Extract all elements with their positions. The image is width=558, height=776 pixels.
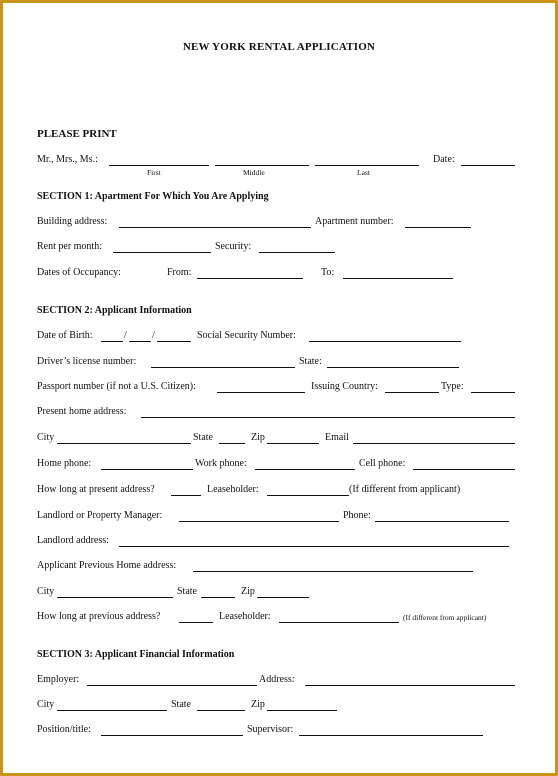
form-title: NEW YORK RENTAL APPLICATION bbox=[182, 41, 376, 53]
last-name-field[interactable] bbox=[315, 154, 419, 166]
section1-heading: SECTION 1: Apartment For Which You Are Applying bbox=[37, 191, 269, 202]
middle-name-field[interactable] bbox=[215, 154, 309, 166]
leaseholder2-field[interactable] bbox=[279, 611, 399, 623]
employer-state-label: State bbox=[171, 699, 191, 710]
security-label: Security: bbox=[215, 241, 252, 252]
previous-address-field[interactable] bbox=[193, 560, 473, 572]
first-name-field[interactable] bbox=[109, 154, 209, 166]
license-field[interactable] bbox=[151, 356, 295, 368]
previous-state-label: State bbox=[177, 586, 197, 597]
employer-state-field[interactable] bbox=[197, 699, 245, 711]
first-sublabel: First bbox=[147, 168, 161, 177]
if-different-note: (If different from applicant) bbox=[349, 484, 461, 495]
date-field[interactable] bbox=[461, 154, 515, 166]
section3-heading: SECTION 3: Applicant Financial Information bbox=[37, 649, 235, 660]
employer-field[interactable] bbox=[87, 674, 257, 686]
email-label: Email bbox=[325, 432, 349, 443]
employer-zip-label: Zip bbox=[251, 699, 265, 710]
how-long-present-label: How long at present address? bbox=[37, 484, 155, 495]
employer-city-label: City bbox=[37, 699, 55, 710]
landlord-phone-label: Phone: bbox=[343, 510, 371, 521]
present-address-label: Present home address: bbox=[37, 406, 127, 417]
landlord-address-label: Landlord address: bbox=[37, 535, 109, 546]
to-label: To: bbox=[321, 267, 335, 278]
employer-address-label: Address: bbox=[259, 674, 295, 685]
cell-phone-field[interactable] bbox=[413, 458, 515, 470]
work-phone-label: Work phone: bbox=[195, 458, 247, 469]
apartment-number-label: Apartment number: bbox=[315, 216, 394, 227]
previous-zip-label: Zip bbox=[241, 586, 255, 597]
application-page bbox=[3, 3, 555, 773]
previous-state-field[interactable] bbox=[201, 586, 235, 598]
date-label: Date: bbox=[433, 154, 455, 165]
email-field[interactable] bbox=[353, 432, 515, 444]
previous-zip-field[interactable] bbox=[257, 586, 309, 598]
leaseholder-label: Leaseholder: bbox=[207, 484, 259, 495]
from-label: From: bbox=[167, 267, 192, 278]
how-long-previous-field[interactable] bbox=[179, 611, 213, 623]
employer-zip-field[interactable] bbox=[267, 699, 337, 711]
work-phone-field[interactable] bbox=[255, 458, 355, 470]
landlord-address-field[interactable] bbox=[119, 535, 509, 547]
name-label: Mr., Mrs., Ms.: bbox=[37, 154, 98, 165]
supervisor-label: Supervisor: bbox=[247, 724, 294, 735]
if-different-note-2: (If different from applicant) bbox=[403, 613, 487, 622]
position-label: Position/title: bbox=[37, 724, 91, 735]
issuing-country-label: Issuing Country: bbox=[311, 381, 378, 392]
type-label: Type: bbox=[441, 381, 464, 392]
license-state-label: State: bbox=[299, 356, 322, 367]
city-field[interactable] bbox=[57, 432, 191, 444]
passport-field[interactable] bbox=[217, 381, 305, 393]
type-field[interactable] bbox=[471, 381, 515, 393]
present-address-field[interactable] bbox=[141, 406, 515, 418]
please-print-label: PLEASE PRINT bbox=[37, 128, 117, 140]
last-sublabel: Last bbox=[357, 168, 370, 177]
state-field[interactable] bbox=[219, 432, 245, 444]
dob-slash-2: / bbox=[152, 330, 155, 341]
license-state-field[interactable] bbox=[327, 356, 459, 368]
zip-label: Zip bbox=[251, 432, 265, 443]
rent-label: Rent per month: bbox=[37, 241, 102, 252]
ssn-field[interactable] bbox=[309, 330, 461, 342]
rent-field[interactable] bbox=[113, 241, 211, 253]
supervisor-field[interactable] bbox=[299, 724, 483, 736]
dob-day-field[interactable] bbox=[129, 330, 151, 342]
landlord-label: Landlord or Property Manager: bbox=[37, 510, 163, 521]
building-address-label: Building address: bbox=[37, 216, 108, 227]
state-label: State bbox=[193, 432, 213, 443]
home-phone-label: Home phone: bbox=[37, 458, 92, 469]
dob-label: Date of Birth: bbox=[37, 330, 93, 341]
landlord-phone-field[interactable] bbox=[375, 510, 509, 522]
middle-sublabel: Middle bbox=[243, 168, 265, 177]
previous-city-field[interactable] bbox=[57, 586, 173, 598]
dob-year-field[interactable] bbox=[157, 330, 191, 342]
section2-heading: SECTION 2: Applicant Information bbox=[37, 305, 192, 316]
issuing-country-field[interactable] bbox=[385, 381, 439, 393]
landlord-field[interactable] bbox=[179, 510, 339, 522]
home-phone-field[interactable] bbox=[101, 458, 193, 470]
leaseholder2-label: Leaseholder: bbox=[219, 611, 271, 622]
dob-slash-1: / bbox=[124, 330, 127, 341]
leaseholder-field[interactable] bbox=[267, 484, 349, 496]
security-field[interactable] bbox=[259, 241, 335, 253]
city-label: City bbox=[37, 432, 55, 443]
previous-city-label: City bbox=[37, 586, 55, 597]
building-address-field[interactable] bbox=[119, 216, 311, 228]
zip-field[interactable] bbox=[267, 432, 319, 444]
how-long-previous-label: How long at previous address? bbox=[37, 611, 161, 622]
passport-label: Passport number (if not a U.S. Citizen): bbox=[37, 381, 196, 392]
ssn-label: Social Security Number: bbox=[197, 330, 296, 341]
license-label: Driver’s license number: bbox=[37, 356, 137, 367]
apartment-number-field[interactable] bbox=[405, 216, 471, 228]
previous-address-label: Applicant Previous Home address: bbox=[37, 560, 177, 571]
to-field[interactable] bbox=[343, 267, 453, 279]
dob-month-field[interactable] bbox=[101, 330, 123, 342]
cell-phone-label: Cell phone: bbox=[359, 458, 406, 469]
employer-address-field[interactable] bbox=[305, 674, 515, 686]
from-field[interactable] bbox=[197, 267, 303, 279]
position-field[interactable] bbox=[101, 724, 243, 736]
dates-of-occupancy-label: Dates of Occupancy: bbox=[37, 267, 121, 278]
employer-city-field[interactable] bbox=[57, 699, 167, 711]
how-long-present-field[interactable] bbox=[171, 484, 201, 496]
employer-label: Employer: bbox=[37, 674, 80, 685]
